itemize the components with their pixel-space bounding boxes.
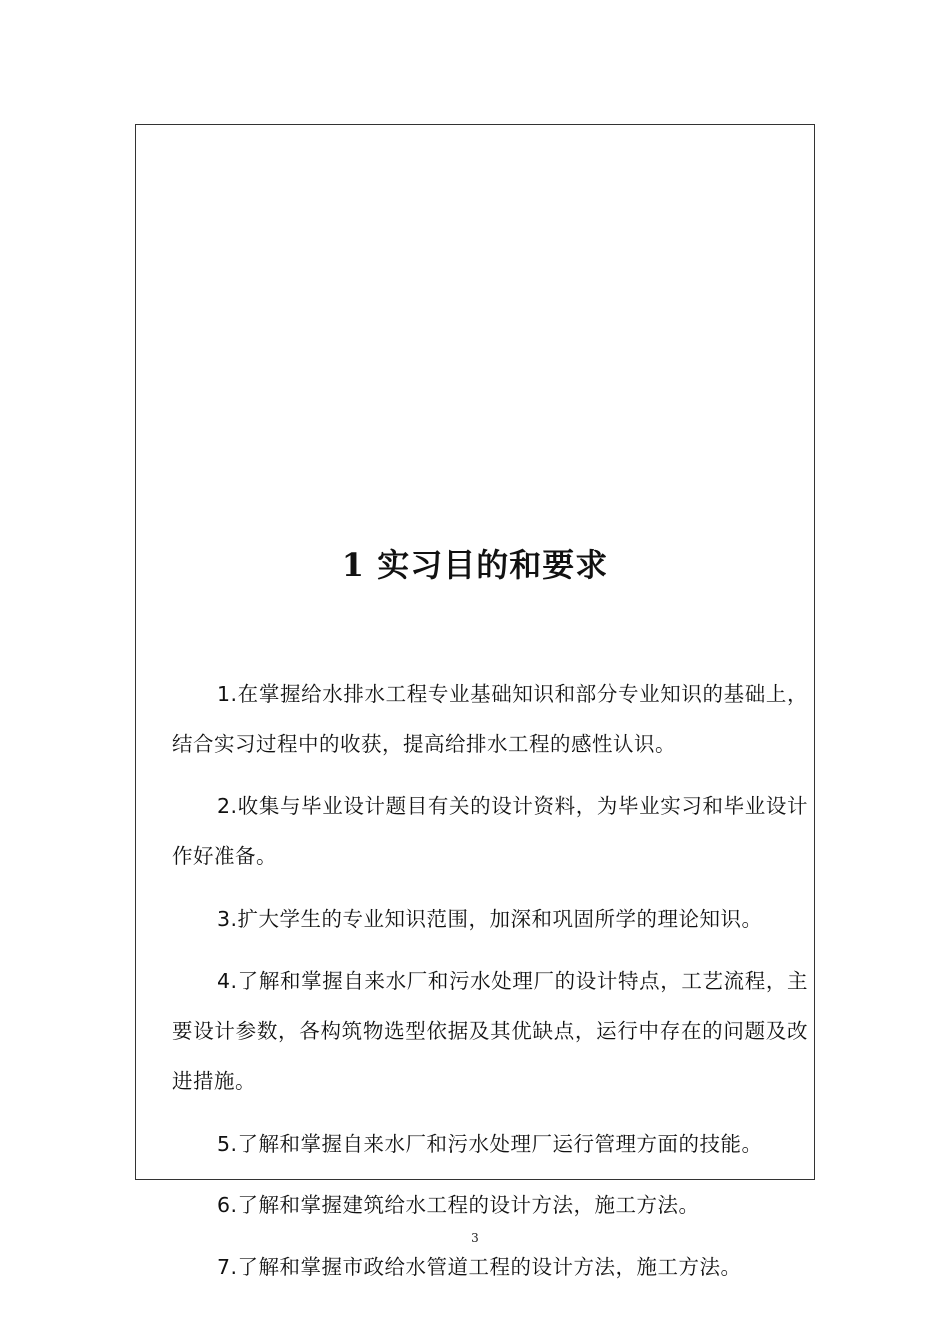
paragraph-2: 2.收集与毕业设计题目有关的设计资料，为毕业实习和毕业设计作好准备。 xyxy=(172,794,808,868)
paragraph-1: 1.在掌握给水排水工程专业基础知识和部分专业知识的基础上，结合实习过程中的收获，提高给排水工程的感性认识。 xyxy=(172,682,808,756)
paragraph-4: 4.了解和掌握自来水厂和污水处理厂的设计特点，工艺流程，主要设计参数，各构筑物选型依据及其优缺点，运行中存在的问题及改进措施。 xyxy=(172,969,808,1093)
paragraph-3: 3.扩大学生的专业知识范围，加深和巩固所学的理论知识。 xyxy=(217,907,763,931)
content-frame xyxy=(135,124,815,1279)
paragraph-5: 5.了解和掌握自来水厂和污水处理厂运行管理方面的技能。 xyxy=(217,1132,763,1156)
paragraph-7: 7.了解和掌握市政给水管道工程的设计方法，施工方法。 xyxy=(217,1255,742,1279)
page-number: 3 xyxy=(471,1231,479,1245)
paragraph-6: 6.了解和掌握建筑给水工程的设计方法，施工方法。 xyxy=(217,1193,700,1217)
section-title: 1 实习目的和要求 xyxy=(341,546,609,584)
